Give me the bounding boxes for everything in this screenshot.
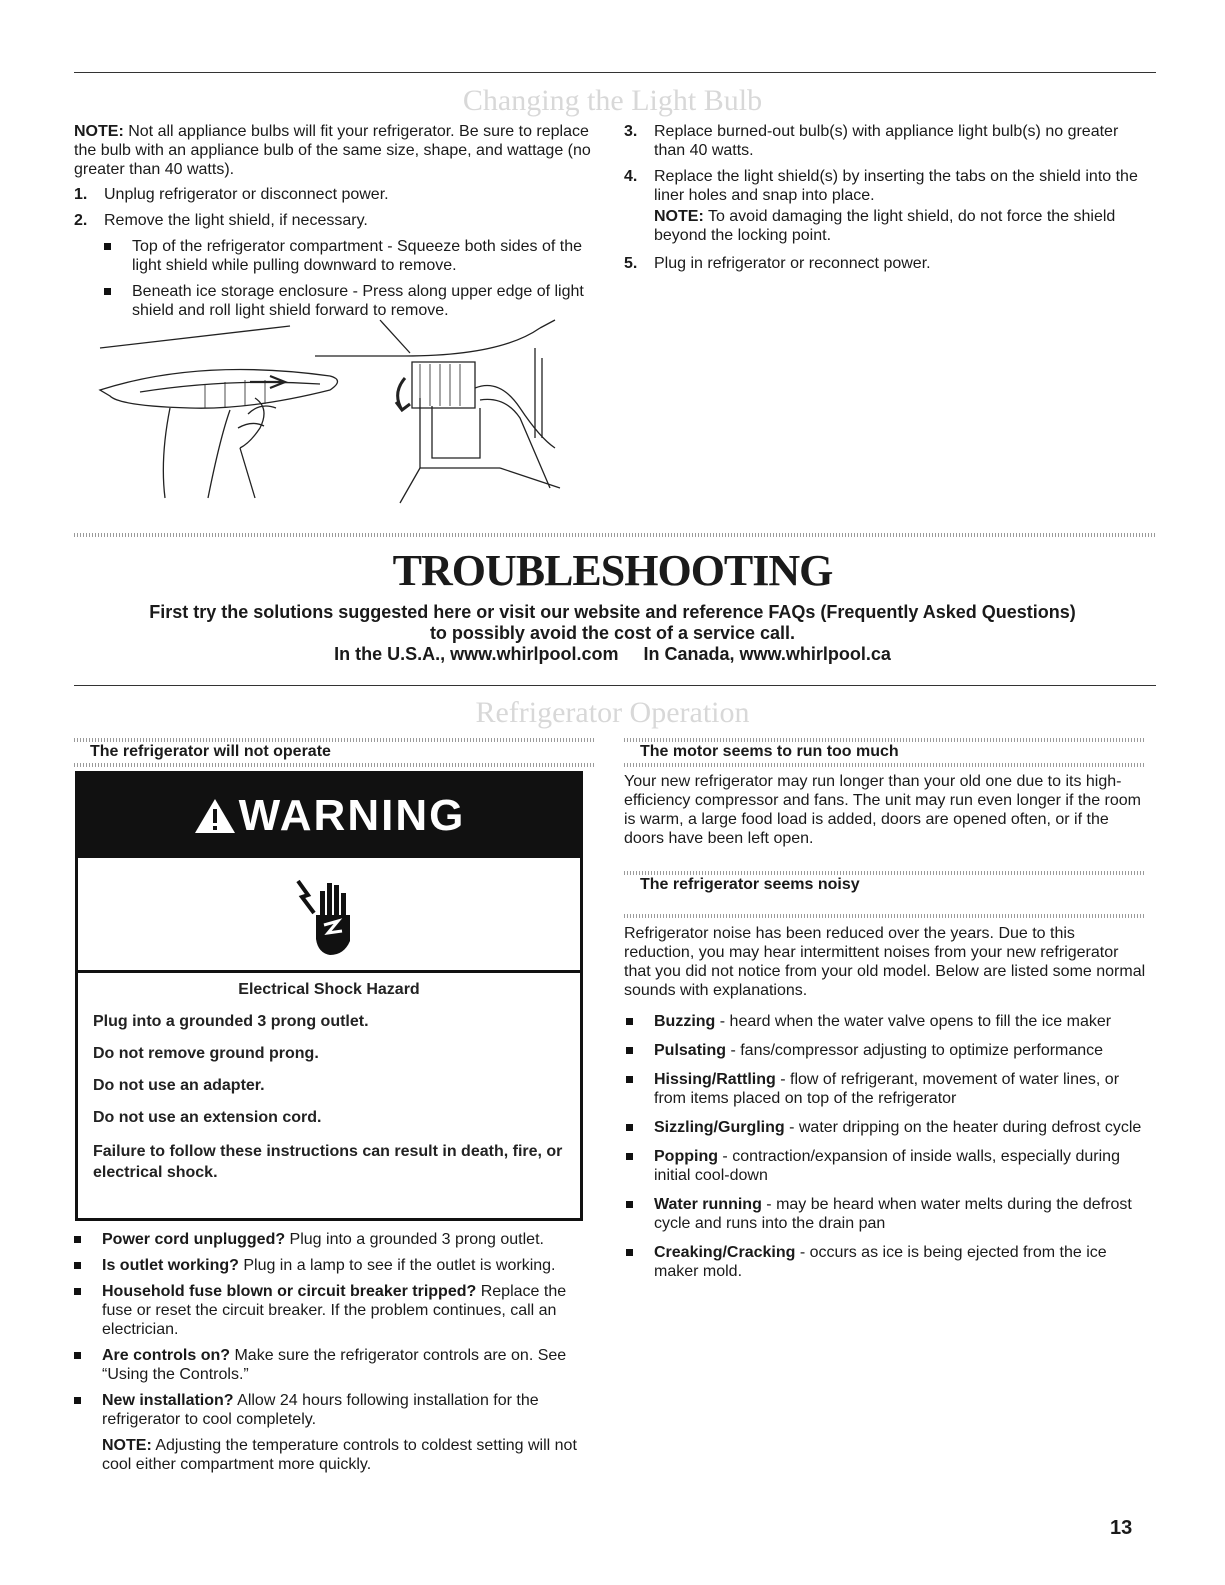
electric-shock-hand-icon xyxy=(294,869,364,959)
list-item: Popping - contraction/expansion of inside walls, especially during initial cool-down xyxy=(624,1147,1146,1185)
motor-heading: The motor seems to run too much xyxy=(640,743,899,760)
top-rule xyxy=(74,72,1156,73)
sub-bullet-top: Top of the refrigerator compartment - Squeeze both sides of the light shield while pulling downward to remove. xyxy=(74,237,596,275)
list-item: Water running - may be heard when water melts during the defrost cycle and runs into the drain pan xyxy=(624,1195,1146,1233)
list-item: Household fuse blown or circuit breaker tripped? Replace the fuse or reset the circuit breaker. If the problem continues, call an electrician. xyxy=(72,1282,596,1339)
step-2: 2. Remove the light shield, if necessary. xyxy=(74,212,368,229)
warning-line-2: Do not remove ground prong. xyxy=(93,1045,319,1062)
noisy-heading: The refrigerator seems noisy xyxy=(640,876,860,893)
warning-banner xyxy=(78,774,580,858)
light-bulb-left-column xyxy=(74,122,596,327)
noisy-text: Refrigerator noise has been reduced over the years. Due to this reduction, you may hear intermittent noises from your new refrigerator that you did not notice from your old model. Below are listed some normal sounds with explanations. xyxy=(624,925,1146,999)
page-number: 13 xyxy=(1110,1517,1133,1539)
list-item: Hissing/Rattling - flow of refrigerant, movement of water lines, or from items placed on top of the refrigerator xyxy=(624,1070,1146,1108)
left-head-hatch-top xyxy=(74,738,596,742)
warning-box xyxy=(75,771,583,1221)
light-bulb-right-column xyxy=(624,122,1144,280)
warning-line-1: Plug into a grounded 3 prong outlet. xyxy=(93,1013,369,1030)
troubleshooting-title: TROUBLESHOOTING xyxy=(392,546,833,595)
not-operate-list xyxy=(72,1230,596,1474)
warning-line-3: Do not use an adapter. xyxy=(93,1077,265,1094)
list-item: Is outlet working? Plug in a lamp to see if the outlet is working. xyxy=(72,1256,596,1275)
intro-line-3: In the U.S.A., www.whirlpool.com In Canada, www.whirlpool.ca xyxy=(334,644,891,664)
left-head-hatch-bottom xyxy=(74,763,596,767)
step-4-note: NOTE: To avoid damaging the light shield, do not force the shield beyond the locking point. xyxy=(654,208,1116,244)
list-item: New installation? Allow 24 hours following installation for the refrigerator to cool completely. xyxy=(72,1391,596,1429)
troubleshooting-hatch-divider xyxy=(74,533,1156,537)
list-item: Power cord unplugged? Plug into a grounded 3 prong outlet. xyxy=(72,1230,596,1249)
step-5: 5. Plug in refrigerator or reconnect power. xyxy=(624,255,931,272)
sounds-list xyxy=(624,1012,1146,1291)
troubleshooting-intro xyxy=(0,602,1225,665)
not-operate-heading: The refrigerator will not operate xyxy=(90,743,331,760)
list-item: Are controls on? Make sure the refrigerator controls are on. See “Using the Controls.” xyxy=(72,1346,596,1384)
intro-line-2: to possibly avoid the cost of a service call. xyxy=(429,623,796,643)
intro-line-1: First try the solutions suggested here or visit our website and reference FAQs (Frequently Asked Questions) xyxy=(149,602,1076,622)
list-item: Sizzling/Gurgling - water dripping on the heater during defrost cycle xyxy=(624,1118,1146,1137)
warning-line-4: Do not use an extension cord. xyxy=(93,1109,322,1126)
warning-failure: Failure to follow these instructions can result in death, fire, or electrical shock. xyxy=(93,1143,563,1181)
operation-title: Refrigerator Operation xyxy=(475,696,750,729)
step-3: 3. Replace burned-out bulb(s) with appliance light bulb(s) no greater than 40 watts. xyxy=(624,123,1119,159)
warning-triangle-icon xyxy=(193,797,237,835)
step-4: 4. Replace the light shield(s) by inserting the tabs on the shield into the liner holes and snap into place. xyxy=(624,168,1138,204)
step-1: 1. Unplug refrigerator or disconnect power. xyxy=(74,186,389,203)
light-bulb-note: NOTE: Not all appliance bulbs will fit your refrigerator. Be sure to replace the bulb with an appliance bulb of the same size, shape, and wattage (no greater than 40 watts). xyxy=(74,123,591,178)
list-item: Buzzing - heard when the water valve opens to fill the ice maker xyxy=(624,1012,1146,1031)
shock-symbol-area xyxy=(78,858,580,973)
light-shield-illustration xyxy=(80,318,580,504)
motor-head-hatch-bottom xyxy=(624,763,1146,767)
noisy-head-hatch-bottom xyxy=(624,914,1146,918)
light-bulb-title: Changing the Light Bulb xyxy=(462,84,763,117)
list-item: Creaking/Cracking - occurs as ice is being ejected from the ice maker mold. xyxy=(624,1243,1146,1281)
hazard-title: Electrical Shock Hazard xyxy=(238,981,420,998)
list-item: Pulsating - fans/compressor adjusting to optimize performance xyxy=(624,1041,1146,1060)
motor-head-hatch-top xyxy=(624,738,1146,742)
sub-bullet-beneath: Beneath ice storage enclosure - Press along upper edge of light shield and roll light shield forward to remove. xyxy=(74,282,596,320)
operation-rule xyxy=(74,685,1156,686)
left-note: NOTE: Adjusting the temperature controls to coldest setting will not cool either compartment more quickly. xyxy=(102,1437,577,1473)
noisy-head-hatch-top xyxy=(624,871,1146,875)
warning-label: WARNING xyxy=(238,791,466,840)
motor-text: Your new refrigerator may run longer than your old one due to its high-efficiency compressor and fans. The unit may run even longer if the room is warm, a large food load is added, doors are opened often, or if the doors have been left open. xyxy=(624,773,1142,847)
